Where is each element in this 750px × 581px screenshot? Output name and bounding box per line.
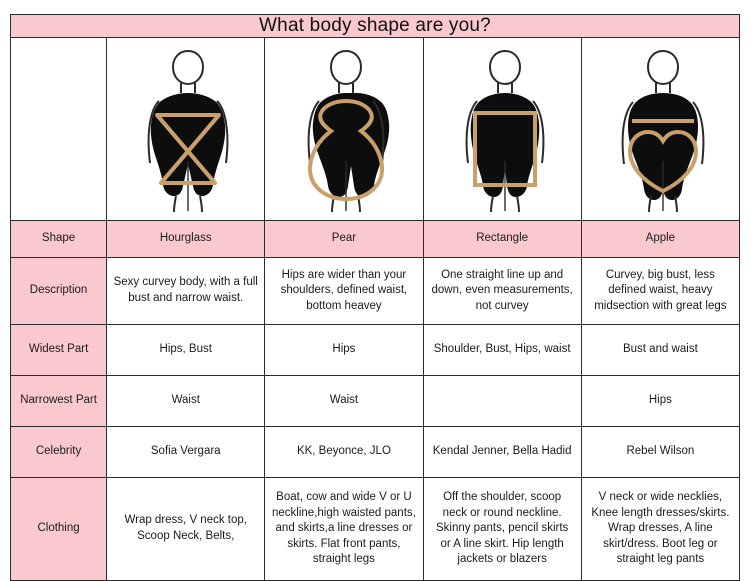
figure-cell-hourglass [107,38,265,221]
table-row-description [11,258,740,325]
table-row-clothing [11,478,740,581]
table-row-celebrity [11,427,740,478]
table-row-shape [11,221,740,258]
row-label-widest: Widest Part [11,325,107,376]
figure-cell-pear [265,38,423,221]
shape-name-pear: Pear [265,221,423,258]
table-row-narrowest [11,376,740,427]
page-title: What body shape are you? [259,15,491,36]
figure-cell-rectangle [423,38,581,221]
description-hourglass: Sexy curvey body, with a full bust and narrow waist. [107,258,265,325]
row-label-narrowest: Narrowest Part [11,376,107,427]
body-shape-table [10,37,740,581]
widest-rectangle: Shoulder, Bust, Hips, waist [423,325,581,376]
narrowest-apple: Hips [581,376,739,427]
widest-hourglass: Hips, Bust [107,325,265,376]
celebrity-pear: KK, Beyonce, JLO [265,427,423,478]
table-row-figures [11,38,740,221]
description-apple: Curvey, big bust, less defined waist, heavy midsection with great legs [581,258,739,325]
chart-title-bar [10,14,740,37]
row-label-description: Description [11,258,107,325]
row-label-celebrity: Celebrity [11,427,107,478]
clothing-rectangle: Off the shoulder, scoop neck or round neckline. Skinny pants, pencil skirts or A line skirt. Hip length jackets or blazers [423,478,581,581]
widest-pear: Hips [265,325,423,376]
row-label-shape: Shape [11,221,107,258]
hourglass-figure-icon [113,43,258,215]
shape-name-rectangle: Rectangle [423,221,581,258]
widest-apple: Bust and waist [581,325,739,376]
celebrity-rectangle: Kendal Jenner, Bella Hadid [423,427,581,478]
description-pear: Hips are wider than your shoulders, defined waist, bottom heavey [265,258,423,325]
shape-name-hourglass: Hourglass [107,221,265,258]
narrowest-rectangle [423,376,581,427]
description-rectangle: One straight line up and down, even measurements, not curvey [423,258,581,325]
narrowest-hourglass: Waist [107,376,265,427]
table-row-widest [11,325,740,376]
pear-figure-icon [271,43,416,215]
shape-name-apple: Apple [581,221,739,258]
clothing-hourglass: Wrap dress, V neck top, Scoop Neck, Belts, [107,478,265,581]
rectangle-figure-icon [430,43,575,215]
celebrity-hourglass: Sofia Vergara [107,427,265,478]
celebrity-apple: Rebel Wilson [581,427,739,478]
apple-figure-icon [588,43,733,215]
figure-row-label [11,38,107,221]
row-label-clothing: Clothing [11,478,107,581]
narrowest-pear: Waist [265,376,423,427]
clothing-pear: Boat, cow and wide V or U neckline,high waisted pants, and skirts,a line dresses or skirts. Flat front pants, straight legs [265,478,423,581]
figure-cell-apple [581,38,739,221]
clothing-apple: V neck or wide necklies, Knee length dresses/skirts. Wrap dresses, A line skirt/dress. Boot leg or straight leg pants [581,478,739,581]
